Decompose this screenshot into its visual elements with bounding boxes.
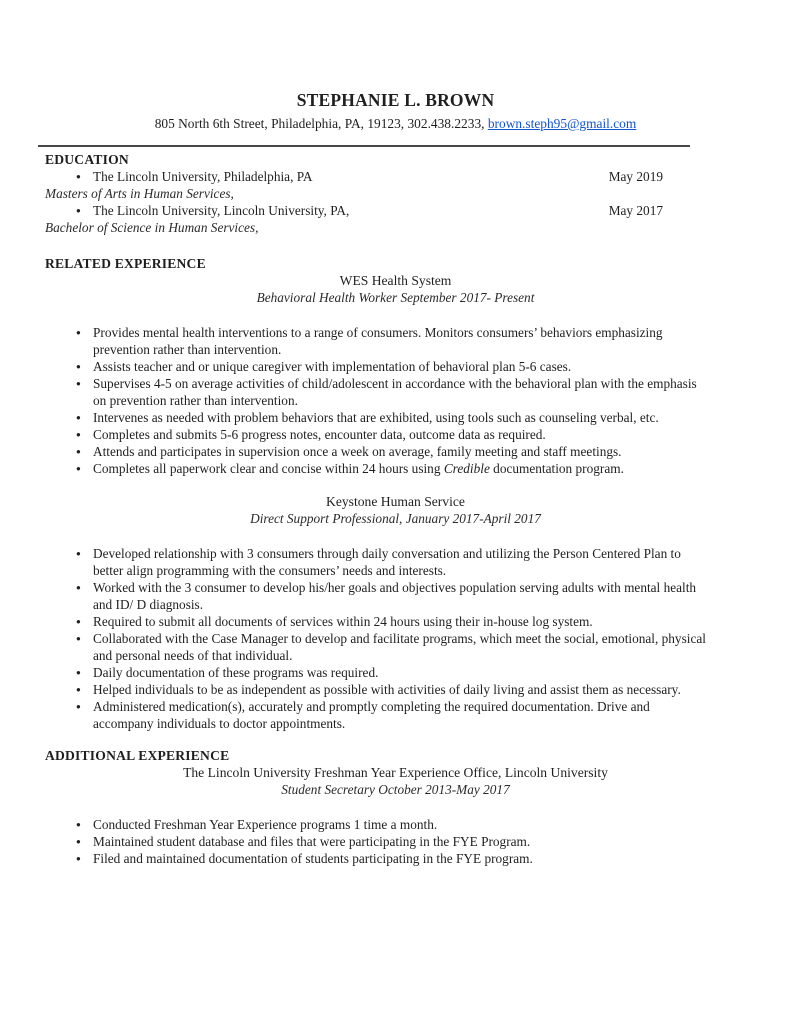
education-entry-row [45, 202, 746, 219]
job-bullet-text: Assists teacher and or unique caregiver with implementation of behavioral plan 5-6 cases. [93, 359, 572, 374]
job-bullet-text: Filed and maintained documentation of students participating in the FYE program. [93, 851, 533, 866]
company-name: The Lincoln University Freshman Year Experience Office, Lincoln University [183, 765, 608, 780]
job-bullet [45, 409, 746, 426]
job-bullet-emphasis: Credible [443, 461, 490, 476]
job-bullet [45, 698, 746, 732]
job-bullet-text: Provides mental health interventions to a range of consumers. Monitors consumers’ behaviors emphasizing prevention rather than intervention. [93, 325, 663, 357]
education-date: May 2017 [608, 203, 663, 218]
job-bullet [45, 358, 746, 375]
job-bullet [45, 630, 746, 664]
job-bullet-text: Required to submit all documents of services within 24 hours using their in-house log system. [93, 614, 593, 629]
job-bullet-text: Administered medication(s), accurately and promptly completing the required documentation. Drive and accompany individuals to doctor appointments. [93, 699, 650, 731]
section-heading-education: EDUCATION [45, 152, 129, 167]
job-bullet [45, 443, 746, 460]
page-title: STEPHANIE L. BROWN [296, 90, 495, 110]
job-bullet-text: Helped individuals to be as independent as possible with activities of daily living and assist them as necessary. [93, 682, 681, 697]
job-bullet-text: Daily documentation of these programs was required. [93, 665, 379, 680]
education-date: May 2019 [608, 169, 663, 184]
job-bullet [45, 545, 746, 579]
job-bullet [45, 613, 746, 630]
job-bullet-text: Completes all paperwork clear and concise within 24 hours using [93, 461, 444, 476]
education-school [45, 202, 349, 219]
education-school-text: The Lincoln University, Philadelphia, PA [93, 169, 313, 184]
education-entry-row [45, 168, 746, 185]
email-link[interactable]: brown.steph95@gmail.com [487, 116, 637, 131]
education-degree: Masters of Arts in Human Services, [45, 186, 234, 201]
job-bullet [45, 375, 746, 409]
job-bullet-text: Supervises 4-5 on average activities of child/adolescent in accordance with the behavioral plan with the emphasis on prevention rather than intervention. [93, 376, 697, 408]
job-bullet-text: Conducted Freshman Year Experience programs 1 time a month. [93, 817, 438, 832]
company-name: WES Health System [339, 273, 452, 288]
job-bullet [45, 833, 746, 850]
job-bullet-list [45, 545, 746, 732]
section-heading-related-experience: RELATED EXPERIENCE [45, 256, 206, 271]
job-bullet [45, 681, 746, 698]
contact-line [45, 115, 746, 132]
education-school [45, 168, 313, 185]
job-bullet [45, 816, 746, 833]
job-bullet [45, 579, 746, 613]
education-degree: Bachelor of Science in Human Services, [45, 220, 259, 235]
job-bullet-text: documentation program. [489, 461, 624, 476]
job-bullet [45, 850, 746, 867]
job-bullet-list [45, 816, 746, 867]
section-heading-additional-experience: ADDITIONAL EXPERIENCE [45, 748, 230, 763]
job-bullet-list [45, 324, 746, 477]
education-school-text: The Lincoln University, Lincoln University, PA, [93, 203, 350, 218]
job-bullet [45, 460, 746, 477]
contact-text: 805 North 6th Street, Philadelphia, PA, 19123, 302.438.2233, [154, 116, 488, 131]
job-bullet [45, 664, 746, 681]
job-bullet-text: Worked with the 3 consumer to develop his/her goals and objectives population serving adults with mental health and ID/ D diagnosis. [93, 580, 697, 612]
job-bullet-text: Completes and submits 5-6 progress notes, encounter data, outcome data as required. [93, 427, 546, 442]
job-role-line: Behavioral Health Worker September 2017- Present [256, 290, 535, 305]
job-bullet-text: Collaborated with the Case Manager to develop and facilitate programs, which meet the social, emotional, physical and personal needs of that individual. [93, 631, 706, 663]
job-role-line: Direct Support Professional, January 2017-April 2017 [250, 511, 541, 526]
job-role-line: Student Secretary October 2013-May 2017 [281, 782, 510, 797]
job-bullet-text: Maintained student database and files that were participating in the FYE Program. [93, 834, 531, 849]
header-divider [38, 145, 690, 147]
job-bullet-text: Developed relationship with 3 consumers through daily conversation and utilizing the Person Centered Plan to better align programming with the consumers’ needs and interests. [93, 546, 681, 578]
job-bullet [45, 426, 746, 443]
job-bullet-text: Attends and participates in supervision once a week on average, family meeting and staff meetings. [93, 444, 622, 459]
company-name: Keystone Human Service [326, 494, 465, 509]
job-bullet [45, 324, 746, 358]
job-bullet-text: Intervenes as needed with problem behaviors that are exhibited, using tools such as counseling verbal, etc. [93, 410, 659, 425]
